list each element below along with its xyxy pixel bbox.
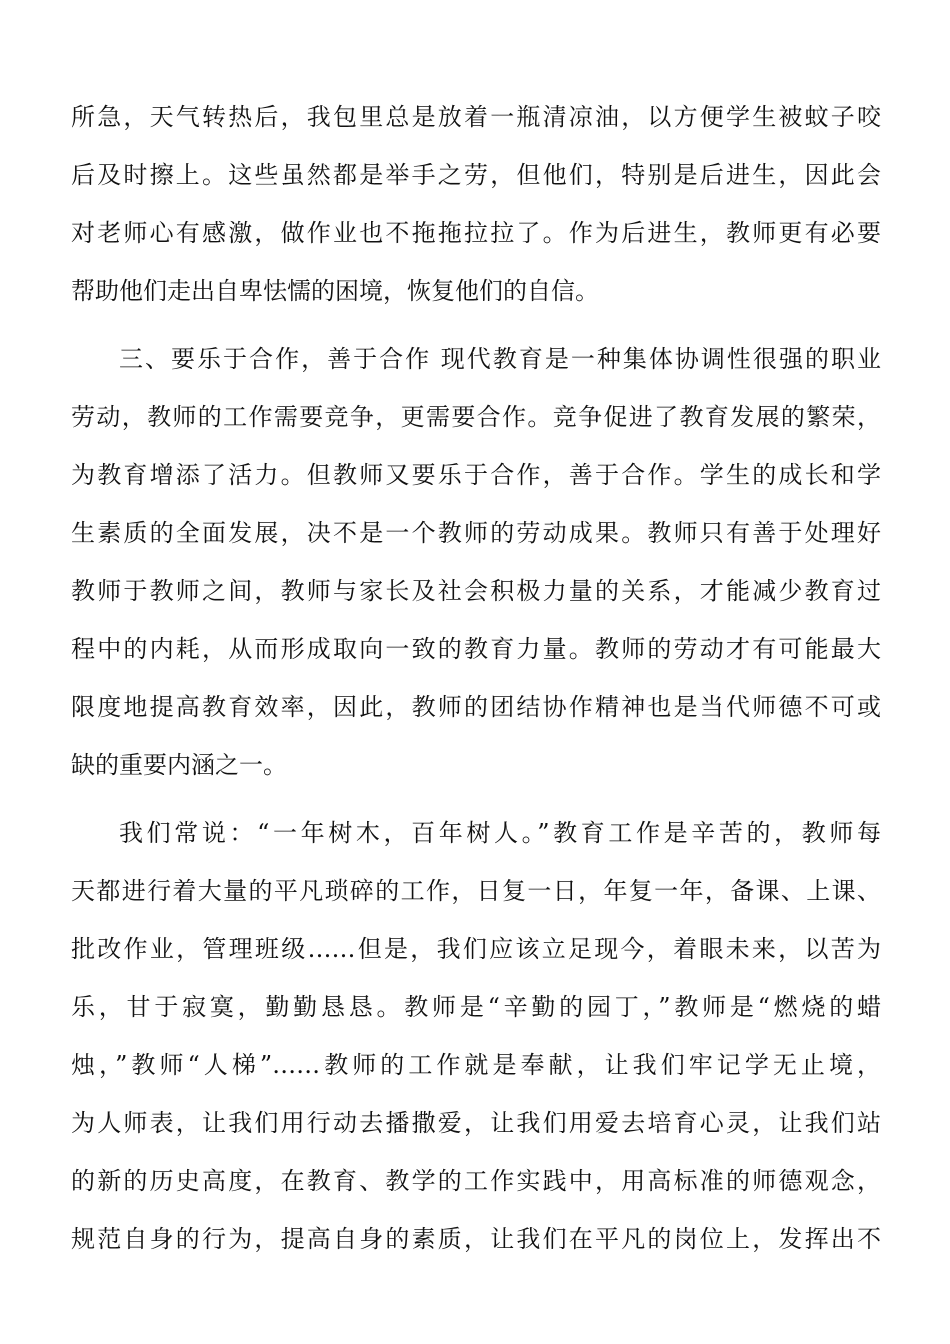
text-line: 限度地提高教育效率，因此，教师的团结协作精神也是当代师德不可或	[71, 693, 881, 721]
text-line: 天都进行着大量的平凡琐碎的工作，日复一日，年复一年，备课、上课、	[71, 877, 881, 905]
text-line: 教师于教师之间，教师与家长及社会积极力量的关系，才能减少教育过	[71, 577, 881, 605]
text-line: 为人师表，让我们用行动去播撒爱，让我们用爱去培育心灵，让我们站	[71, 1109, 881, 1137]
text-line: 规范自身的行为，提高自身的素质，让我们在平凡的岗位上，发挥出不	[71, 1225, 881, 1253]
text-line: 我们常说：“一年树木，百年树人。”教育工作是辛苦的，教师每	[119, 819, 881, 847]
text-line: 批改作业，管理班级……但是，我们应该立足现今，着眼未来，以苦为	[71, 935, 881, 963]
text-line: 三、要乐于合作，善于合作 现代教育是一种集体协调性很强的职业	[119, 345, 881, 373]
text-line: 烛，”教师“人梯”……教师的工作就是奉献，让我们牢记学无止境，	[71, 1051, 881, 1079]
paragraph-1	[71, 88, 881, 320]
text-line: 帮助他们走出自卑怯懦的困境，恢复他们的自信。	[71, 277, 599, 305]
text-line: 对老师心有感激，做作业也不拖拖拉拉了。作为后进生，教师更有必要	[71, 219, 881, 247]
text-line: 生素质的全面发展，决不是一个教师的劳动成果。教师只有善于处理好	[71, 519, 881, 547]
text-line: 缺的重要内涵之一。	[71, 751, 287, 779]
text-line: 劳动，教师的工作需要竞争，更需要合作。竞争促进了教育发展的繁荣，	[71, 403, 881, 431]
text-line: 程中的内耗，从而形成取向一致的教育力量。教师的劳动才有可能最大	[71, 635, 881, 663]
paragraph-3	[71, 804, 881, 1268]
text-line: 后及时擦上。这些虽然都是举手之劳，但他们，特别是后进生，因此会	[71, 161, 881, 189]
document-body	[71, 88, 881, 1278]
text-line: 乐，甘于寂寞，勤勤恳恳。教师是“辛勤的园丁，”教师是“燃烧的蜡	[71, 993, 881, 1021]
text-line: 为教育增添了活力。但教师又要乐于合作，善于合作。学生的成长和学	[71, 461, 881, 489]
text-line: 所急，天气转热后，我包里总是放着一瓶清凉油，以方便学生被蚊子咬	[71, 103, 881, 131]
text-line: 的新的历史高度，在教育、教学的工作实践中，用高标准的师德观念，	[71, 1167, 881, 1195]
paragraph-2	[71, 330, 881, 794]
